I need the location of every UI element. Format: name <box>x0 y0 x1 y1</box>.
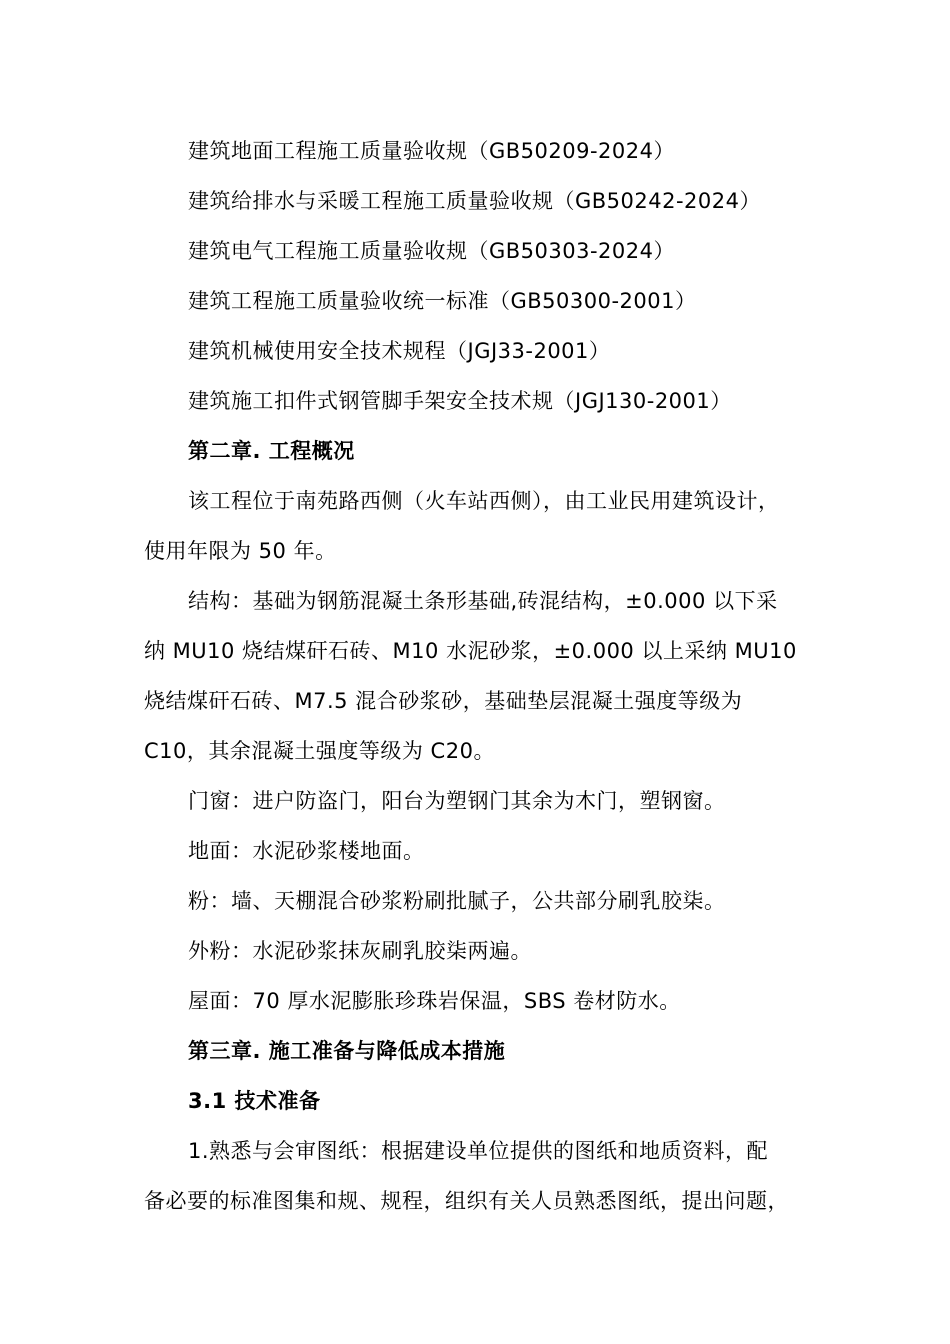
reference-line: 建筑工程施工质量验收统一标准（GB50300-2001） <box>188 289 697 313</box>
structure-paragraph-line: 纳 MU10 烧结煤矸石砖、M10 水泥砂浆，±0.000 以上采纳 MU10 <box>144 639 797 663</box>
ground-paragraph: 地面：水泥砂浆楼地面。 <box>188 839 425 863</box>
chapter-2-heading: 第二章. 工程概况 <box>188 439 355 463</box>
overview-paragraph-line: 该工程位于南苑路西侧（火车站西侧），由工业民用建筑设计， <box>188 489 780 513</box>
reference-line: 建筑地面工程施工质量验收规（GB50209-2024） <box>188 139 676 163</box>
section-3-1-heading: 3.1 技术准备 <box>188 1089 321 1113</box>
plaster-paragraph: 粉：墙、天棚混合砂浆粉刷批腻子，公共部分刷乳胶柒。 <box>188 889 726 913</box>
roof-paragraph: 屋面：70 厚水泥膨胀珍珠岩保温，SBS 卷材防水。 <box>188 989 681 1013</box>
reference-line: 建筑给排水与采暖工程施工质量验收规（GB50242-2024） <box>188 189 762 213</box>
exterior-paragraph: 外粉：水泥砂浆抹灰刷乳胶柒两遍。 <box>188 939 532 963</box>
reference-line: 建筑机械使用安全技术规程（JGJ33-2001） <box>188 339 611 363</box>
reference-line: 建筑施工扣件式钢管脚手架安全技术规（JGJ130-2001） <box>188 389 732 413</box>
reference-line: 建筑电气工程施工质量验收规（GB50303-2024） <box>188 239 676 263</box>
structure-paragraph-line: 结构：基础为钢筋混凝土条形基础,砖混结构，±0.000 以下采 <box>188 589 778 613</box>
item-1-paragraph-line: 备必要的标准图集和规、规程，组织有关人员熟悉图纸，提出问题， <box>144 1189 789 1213</box>
structure-paragraph-line: 烧结煤矸石砖、M7.5 混合砂浆砂，基础垫层混凝土强度等级为 <box>144 689 743 713</box>
chapter-3-heading: 第三章. 施工准备与降低成本措施 <box>188 1039 506 1063</box>
structure-paragraph-line: C10，其余混凝土强度等级为 C20。 <box>144 739 495 763</box>
overview-paragraph-line: 使用年限为 50 年。 <box>144 539 337 563</box>
item-1-paragraph-line: 1.熟悉与会审图纸：根据建设单位提供的图纸和地质资料，配 <box>188 1139 769 1163</box>
doors-paragraph: 门窗：进户防盗门，阳台为塑钢门其余为木门，塑钢窗。 <box>188 789 726 813</box>
